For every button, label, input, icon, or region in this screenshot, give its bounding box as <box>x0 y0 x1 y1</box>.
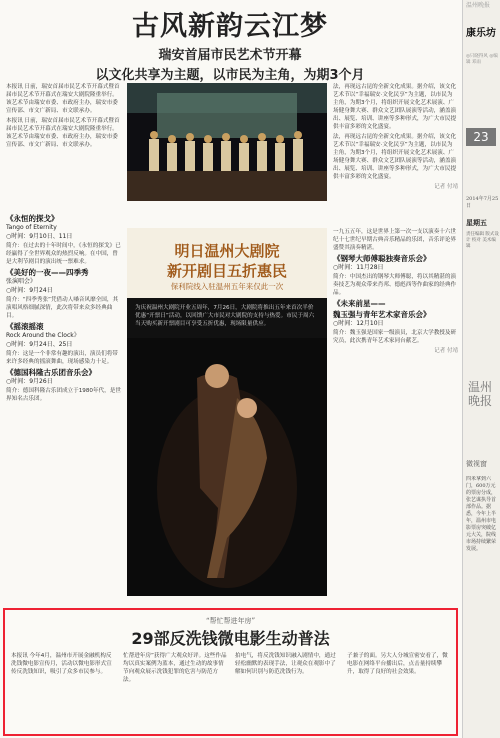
event-body: 简介：魏玉强是国家一级演员，北京大学教授及研究员，此次携青年艺术家同台献艺。 <box>333 330 457 344</box>
staff-credits: 责任编辑 版式设计 校对 美术编辑 <box>466 232 499 249</box>
top-left-article <box>6 83 122 205</box>
event-body: 简介：在过去的十年时间中，《永恒的探戈》已经赢得了全世界观众的热烈反响。在中国，曾是大利节剧目的演出统一票难求。 <box>6 243 121 265</box>
ad-tagline: 保利院线入驻温州五年来仅此一次 <box>170 282 284 291</box>
ad-title-1: 明日温州大剧院 <box>174 242 280 260</box>
headline: 古风新韵云江梦 <box>132 11 328 42</box>
event-subtitle: Tango of Eternity <box>6 224 57 231</box>
top-right-article <box>333 83 458 205</box>
article-kicker: “帮忙帮进年房” <box>205 617 256 625</box>
event-item <box>6 369 122 403</box>
event-title: 《摇滚摇滚 <box>6 322 44 331</box>
event-subtitle: Rock Around the Clock》 <box>6 332 80 339</box>
event-item <box>6 215 122 266</box>
event-body: 简介：德国科隆古乐团成立于1980年代，是世界知名古乐团。 <box>6 388 121 402</box>
micro-window-body: 四米拿到六门，600万元的票房分成，张艺谋执导首部作品。据悉，今年上半年，温州市电影票房突破亿元大关，院线市场持续繁荣发展。 <box>466 476 497 552</box>
right-credit: 记者 付靖 <box>434 348 458 354</box>
article-title: 29部反洗钱微电影生动普法 <box>131 629 330 648</box>
highlighted-article-box <box>3 608 458 736</box>
top-right-body-repeat: 法，再现远古昆的全新文化成果。据介绍，该文化艺术节以“幸福瑞安·文化民享”为主题，以市民为主角，为期3个月，将组织开展文化艺术展演、广场健身舞大赛、群众文艺团队展演等活动，涵盖演出、展览、培训、讲座等多种形式，为广大市民提供丰富多彩的文化盛宴。 <box>333 134 457 180</box>
subheadline-1: 瑞安首届市民艺术节开幕 <box>158 48 302 63</box>
article-column-3: 拍电气，将反洗钱知识融入剧情中，通过轻松幽默的表现手法，让观众在观影中了解如何识别与防范洗钱行为。 <box>235 653 336 675</box>
event-time: ○时间：9月24日 <box>6 287 53 294</box>
tango-dancers-image <box>127 338 327 596</box>
event-body: 简介：“四季秀张”凭借动人嗓音风靡全国，其演唱风格细腻深情，此次将带来众多经典曲目。 <box>6 297 119 319</box>
right-events-column <box>333 228 458 604</box>
top-left-body: 本报讯 日前，瑞安首届市民艺术节开幕式暨首届市民艺术节开幕式在瑞安大剧院隆重举行。该艺术节由瑞安市委、市政府主办，瑞安市委宣传部、市文广新局、市文联承办。 <box>6 84 120 114</box>
issue-weekday: 星期五 <box>466 218 487 227</box>
top-right-credit: 记者 付靖 <box>434 184 458 190</box>
event-time: ○时间：9月26日 <box>6 378 53 385</box>
event-title: 《永恒的探戈》 <box>6 214 59 223</box>
sidebar <box>462 0 500 738</box>
event-title: 《美好的一夜——四季秀 <box>6 268 89 277</box>
top-right-body: 法，再现远古昆的全新文化成果。据介绍，该文化艺术节以“幸福瑞安·文化民享”为主题，以市民为主角，为期3个月，将组织开展文化艺术展演、广场健身舞大赛、群众文艺团队展演等活动，涵盖演出、展览、培训、讲座等多种形式，为广大市民提供丰富多彩的文化盛宴。 <box>333 84 457 130</box>
page-number: 23 <box>466 128 496 146</box>
event-title: 《德国科隆古乐团音乐会》 <box>6 368 96 377</box>
article-column-4: 子兼子的面。另大人分城宣密安看了，微电影在网络平台播出后，点击量持续攀升，取得了良好的社会效果。 <box>347 653 448 675</box>
event-body: 一九五五年，这是世界上第一次一支以演奏十六世纪十七世纪早期古典音乐精品的乐团，音乐评论界盛赞其演奏精湛。 <box>333 229 457 251</box>
event-title: 《钢琴大师傅聪独奏音乐会》 <box>333 254 431 263</box>
event-item <box>6 269 122 320</box>
ad-body: 为庆祝温州大剧院开业五周年，7月26日，大剧院将推出五年来首次半价优惠“开票日”活动，以回馈广大市民对大剧院的支持与热爱。市民于周六当天购买新开票剧目可享受五折优惠，现场限量供应。 <box>135 305 315 327</box>
section-name: 康乐坊 <box>466 28 496 39</box>
event-item <box>6 323 122 366</box>
theater-advertisement <box>127 228 327 596</box>
sidebar-divider <box>462 0 463 738</box>
subheadline-2: 以文化共享为主题，以市民为主角，为期3个月 <box>95 68 365 83</box>
stage-performance-image <box>127 83 327 201</box>
left-events-column <box>6 212 122 604</box>
event-title: 《未来前星—— <box>333 299 386 308</box>
micro-window-title: 微视窗 <box>466 460 487 468</box>
event-subtitle: 张演唱会》 <box>6 278 37 285</box>
article-column-1: 本报讯 今年4月，温州市开展金融机构反洗钱微电影宣传月，活动以微电影形式宣传反洗钱知识，吸引了众多市民参与。 <box>11 653 112 675</box>
ad-title-2: 新开剧目五折惠民 <box>166 262 287 280</box>
event-time: ○时间：11月28日 <box>333 264 384 271</box>
event-time: ○时间：9月10日、11日 <box>6 233 73 240</box>
event-time: ○时间：12月10日 <box>333 320 384 327</box>
issue-date: 2014年7月25日 <box>466 196 499 209</box>
event-time: ○时间：9月24日、25日 <box>6 341 73 348</box>
article-column-2: 忙帮进年房”获得广大观众好评。这些作品均以真实案例为蓝本，通过生动的故事情节向观众展示洗钱犯罪的危害与防范方法。 <box>123 653 227 683</box>
event-body: 简介：中国杰出的钢琴大师傅聪，将以其精湛的演奏技艺为观众带来肖邦、德彪西等作曲家的经典作品。 <box>333 274 457 296</box>
event-body: 简介：这是一个非常有趣的演出，演员们将带来许多经典的摇滚舞曲，现场感染力十足。 <box>6 351 118 365</box>
sidebar-brand: 温州晚报 <box>466 2 491 9</box>
ad-header <box>127 228 327 298</box>
top-left-body-repeat: 本报讯 日前，瑞安首届市民艺术节开幕式暨首届市民艺术节开幕式在瑞安大剧院隆重举行。该艺术节由瑞安市委、市政府主办，瑞安市委宣传部、市文广新局、市文联承办。 <box>6 118 120 148</box>
section-info: ◎只晓得风 ◎编辑 邓雨 <box>466 54 498 65</box>
page-header <box>0 0 460 83</box>
event-item <box>333 255 458 297</box>
stage-photo <box>127 83 327 201</box>
event-subtitle: 魏玉强与青年艺术家音乐会》 <box>333 310 431 319</box>
event-item <box>333 300 458 345</box>
paper-logo: 温州晚报 <box>468 380 493 408</box>
